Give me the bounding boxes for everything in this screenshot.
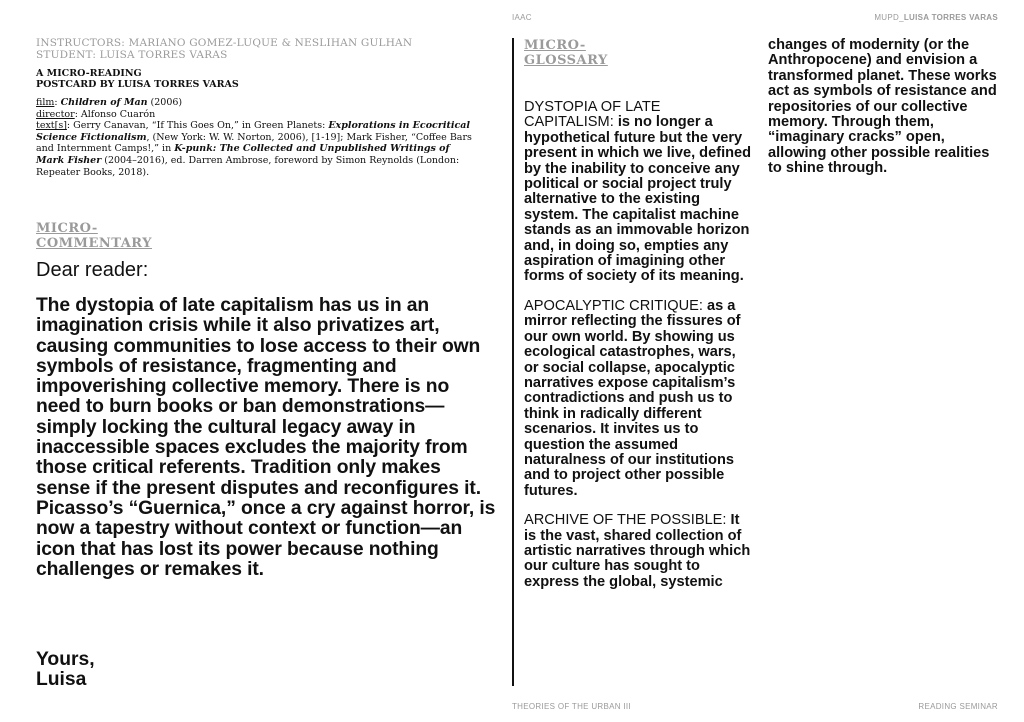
footer-course: THEORIES OF THE URBAN III bbox=[512, 702, 631, 711]
header-author bbox=[874, 13, 998, 22]
film-year: (2006) bbox=[147, 97, 183, 108]
micro-reading-line-1: A MICRO-READING bbox=[36, 68, 142, 79]
glossary-title-line-2: GLOSSARY bbox=[524, 53, 608, 68]
commentary-title-line-1: MICRO- bbox=[36, 221, 98, 236]
column-divider bbox=[512, 38, 514, 686]
director-label: director bbox=[36, 108, 75, 120]
film-label: film bbox=[36, 97, 55, 108]
header-author-prefix: MUPD_ bbox=[874, 13, 904, 22]
header-institution: IAAC bbox=[512, 13, 532, 22]
closing-line-1: Yours, bbox=[36, 649, 95, 670]
glossary-title bbox=[524, 38, 608, 68]
director-name: : Alfonso Cuarón bbox=[74, 108, 156, 120]
text-1-title: Explorations in Ecocritical Science Fictionalism bbox=[36, 120, 470, 143]
instructors-line: INSTRUCTORS: MARIANO GOMEZ-LUQUE & NESLIHAN GULHAN bbox=[36, 37, 413, 49]
glossary-term: DYSTOPIA OF LATE CAPITALISM: bbox=[524, 99, 661, 131]
closing-signature: Luisa bbox=[36, 669, 87, 691]
micro-reading-line-2: POSTCARD BY LUISA TORRES VARAS bbox=[36, 79, 239, 90]
glossary-entry bbox=[524, 299, 754, 499]
header-author-name: LUISA TORRES VARAS bbox=[903, 13, 998, 22]
texts-label: text[s] bbox=[36, 120, 67, 132]
footer-seminar: READING SEMINAR bbox=[918, 702, 998, 711]
salutation: Dear reader: bbox=[36, 259, 149, 281]
film-reference: film: Children of Man (2006) bbox=[36, 97, 183, 108]
text-2-rest: (2004–2016), ed. Darren Ambrose, foreword by Simon Reynolds (London: Repeater Books, 2018). bbox=[36, 154, 460, 178]
glossary-list bbox=[524, 100, 754, 604]
director-reference bbox=[36, 109, 476, 121]
text-1: : Gerry Canavan, “If This Goes On,” in Green Planets: bbox=[66, 120, 329, 132]
film-title: Children of Man bbox=[60, 97, 148, 108]
glossary-entry bbox=[524, 513, 754, 590]
glossary-entry bbox=[524, 100, 754, 285]
glossary-definition: as a mirror reflecting the fissures of our own world. By showing us ecological catastrophes, wars, or social collapse, apocalyptic narratives expose capitalism’s contradictions and push us to think in radically different scenarios. It invites us to question the assumed naturalness of our institutions and to project other possible futures. bbox=[524, 297, 741, 499]
texts-reference bbox=[36, 120, 476, 178]
glossary-definition: is no longer a hypothetical future but the very present in which we live, defined by the inability to conceive any political or social project truly alternative to the existing system. The capitalist machine stands as an immovable horizon and, in doing so, empties any aspiration of imagining other forms of society of its meaning. bbox=[524, 114, 752, 285]
credits-block bbox=[36, 37, 412, 61]
glossary-continuation: changes of modernity (or the Anthropocene) and envision a transformed planet. These works act as symbols of resistance and repositories of our collective memory. Through them, “imaginary cracks” open, allowing other possible realities to shine through. bbox=[768, 37, 997, 177]
references-block bbox=[36, 97, 476, 178]
glossary-title-line-1: MICRO- bbox=[524, 38, 586, 53]
glossary-term: ARCHIVE OF THE POSSIBLE: bbox=[524, 512, 731, 529]
glossary-term: APOCALYPTIC CRITIQUE: bbox=[524, 297, 707, 314]
text-2-title: K-punk: The Collected and Unpublished Writings of Mark Fisher bbox=[36, 143, 450, 166]
commentary-title bbox=[36, 221, 152, 251]
text-1-rest: , (New York: W. W. Norton, 2006), [1-19]; Mark Fisher, “Coffee Bars and Internment Camps!,” in bbox=[36, 131, 472, 155]
micro-reading-heading bbox=[36, 68, 239, 90]
glossary-definition: It is the vast, shared collection of artistic narratives through which our culture has sought to express the global, systemic bbox=[524, 512, 751, 590]
student-line: STUDENT: LUISA TORRES VARAS bbox=[36, 49, 228, 61]
commentary-body: The dystopia of late capitalism has us in an imagination crisis while it also privatizes art, causing communities to lose access to their own symbols of resistance, fragmenting and impoverishing collective memory. There is no need to burn books or ban demonstrations—simply locking the cultural legacy away in inaccessible spaces excludes the majority from those critical referents. Tradition only makes sense if the present disputes and reconfigures it. Picasso’s “Guernica,” once a cry against horror, is now a tapestry without context or function—an icon that has lost its power because nothing challenges or remakes it. bbox=[36, 295, 496, 580]
commentary-title-line-2: COMMENTARY bbox=[36, 236, 152, 251]
closing bbox=[36, 650, 95, 691]
